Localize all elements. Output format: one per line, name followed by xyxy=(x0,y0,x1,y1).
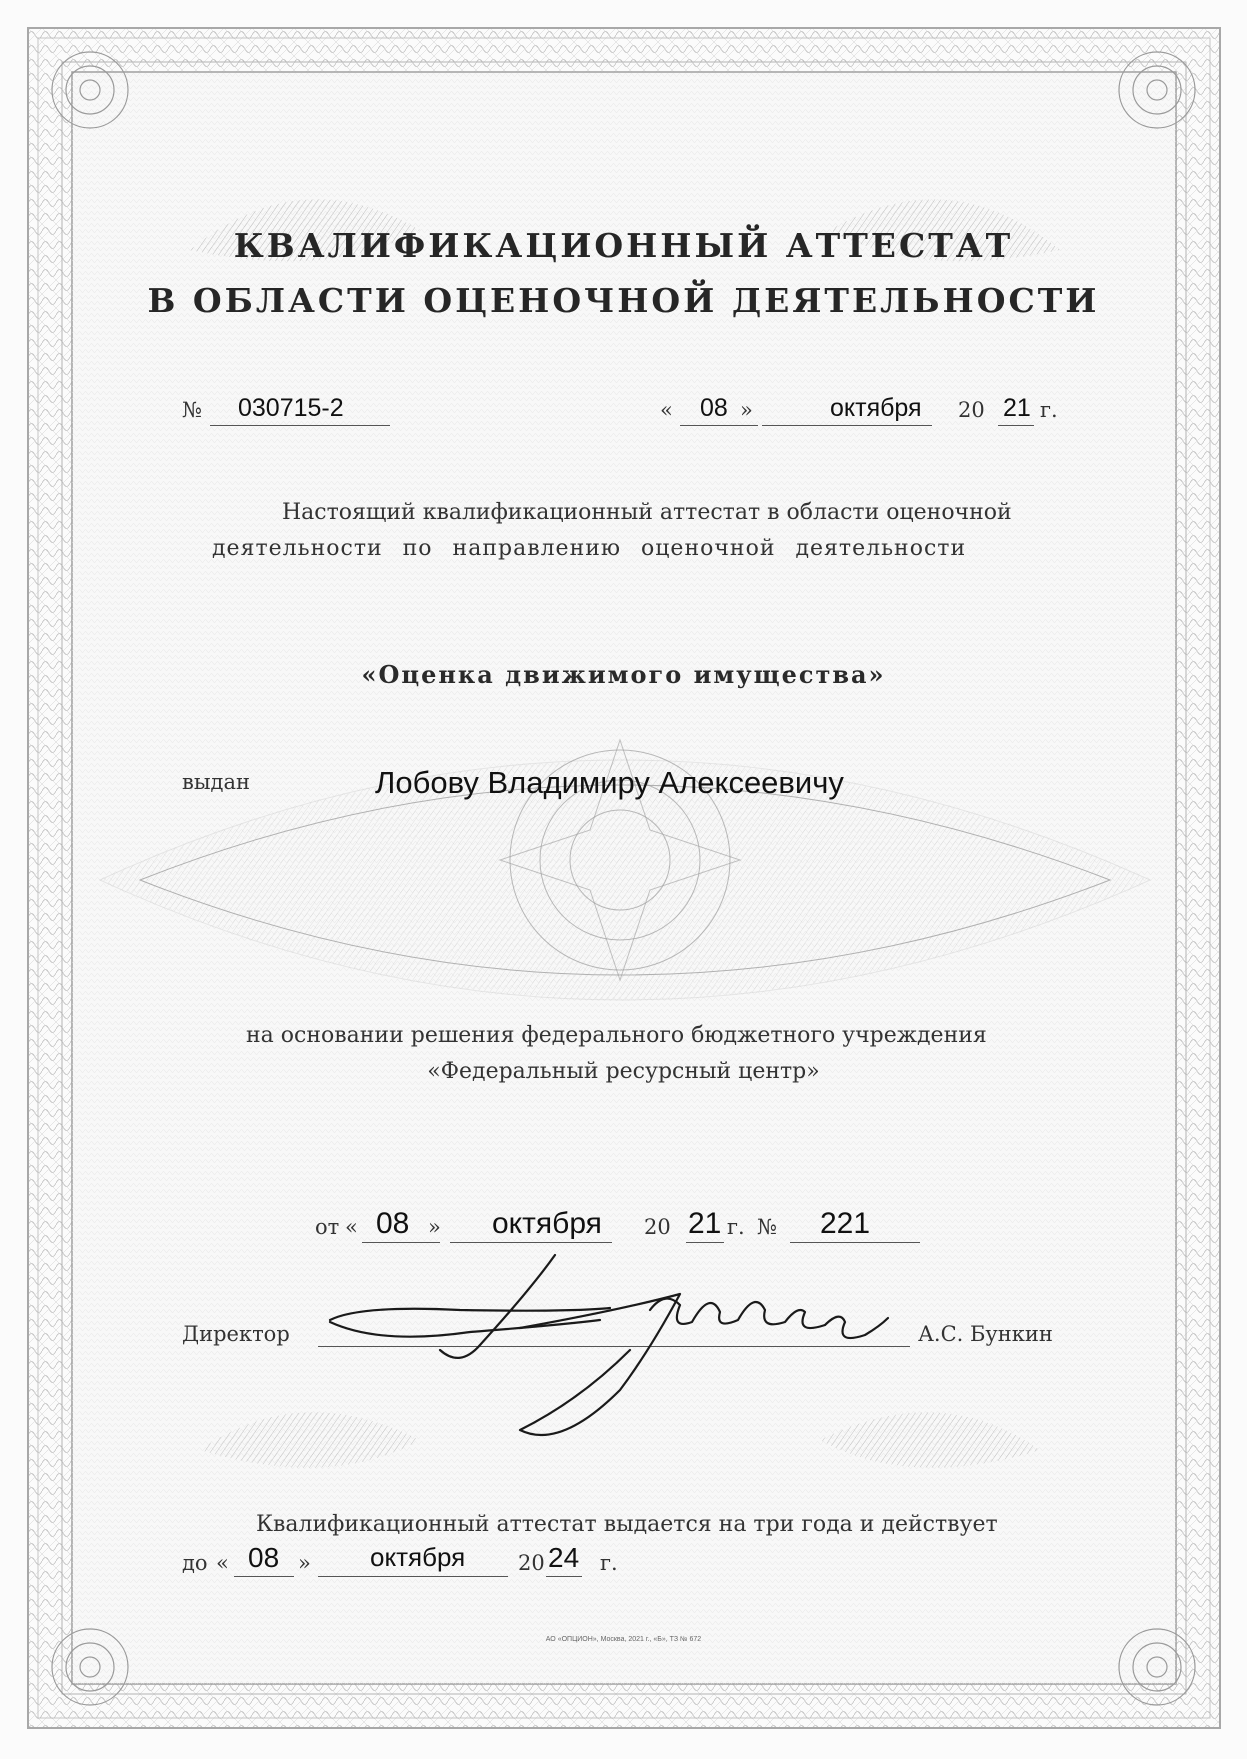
holder-name: Лобову Владимиру Алексеевичу xyxy=(375,765,844,800)
day-underline xyxy=(680,425,758,426)
validity-year-abbr: г. xyxy=(600,1551,618,1575)
validity-month-underline xyxy=(318,1576,508,1577)
validity-year-suffix: 24 xyxy=(548,1542,580,1573)
year-underline xyxy=(998,425,1034,426)
validity-until-label: до xyxy=(182,1551,208,1575)
month-underline xyxy=(762,425,932,426)
certificate-title-line1: КВАЛИФИКАЦИОННЫЙ АТТЕСТАТ xyxy=(233,226,1014,265)
decision-century: 20 xyxy=(644,1215,671,1239)
decision-year-underline xyxy=(686,1242,724,1243)
issue-month: октября xyxy=(830,394,922,422)
decision-number-prefix: № xyxy=(757,1215,777,1239)
issue-year-suffix: 21 xyxy=(1003,394,1031,422)
validity-month: октября xyxy=(370,1542,466,1572)
decision-day: 08 xyxy=(376,1207,410,1240)
evaluation-direction: «Оценка движимого имущества» xyxy=(361,660,886,689)
number-underline xyxy=(210,425,390,426)
decision-quote-open: « xyxy=(345,1215,358,1239)
issued-label: выдан xyxy=(182,770,250,794)
basis-line-2: «Федеральный ресурсный центр» xyxy=(427,1059,820,1084)
decision-month: октября xyxy=(492,1207,602,1240)
validity-year-underline xyxy=(546,1576,582,1577)
director-name: А.С. Бункин xyxy=(918,1322,1053,1346)
decision-number: 221 xyxy=(820,1207,871,1240)
intro-line-1: Настоящий квалификационный аттестат в области оценочной xyxy=(282,500,1012,525)
decision-year-abbr: г. xyxy=(727,1215,745,1239)
decision-from-label: от xyxy=(315,1215,340,1239)
validity-day-underline xyxy=(234,1576,294,1577)
decision-day-underline xyxy=(362,1242,440,1243)
issue-year-abbr: г. xyxy=(1040,398,1058,422)
certificate-title-line2: В ОБЛАСТИ ОЦЕНОЧНОЙ ДЕЯТЕЛЬНОСТИ xyxy=(147,281,1100,320)
certificate-number: 030715-2 xyxy=(238,394,344,422)
decision-year-suffix: 21 xyxy=(688,1207,722,1240)
decision-quote-close: » xyxy=(428,1215,441,1239)
decision-number-underline xyxy=(790,1242,920,1243)
issue-day: 08 xyxy=(700,394,728,422)
validity-quote-close: » xyxy=(298,1551,311,1575)
director-label: Директор xyxy=(182,1322,290,1346)
validity-line-1: Квалификационный аттестат выдается на три года и действует xyxy=(256,1512,998,1537)
date-quote-open: « xyxy=(660,398,673,422)
validity-quote-open: « xyxy=(216,1551,229,1575)
date-quote-close: » xyxy=(740,398,753,422)
printer-imprint: АО «ОПЦИОН», Москва, 2021 г., «Б», ТЗ № 672 xyxy=(545,1636,702,1643)
decision-month-underline xyxy=(450,1242,612,1243)
number-prefix: № xyxy=(182,398,202,422)
validity-day: 08 xyxy=(248,1542,280,1573)
validity-century: 20 xyxy=(518,1551,545,1575)
issue-century: 20 xyxy=(958,398,985,422)
director-signature xyxy=(320,1250,920,1440)
basis-line-1: на основании решения федерального бюджетного учреждения xyxy=(246,1023,987,1048)
intro-line-2: деятельности по направлению оценочной деятельности xyxy=(212,536,967,561)
